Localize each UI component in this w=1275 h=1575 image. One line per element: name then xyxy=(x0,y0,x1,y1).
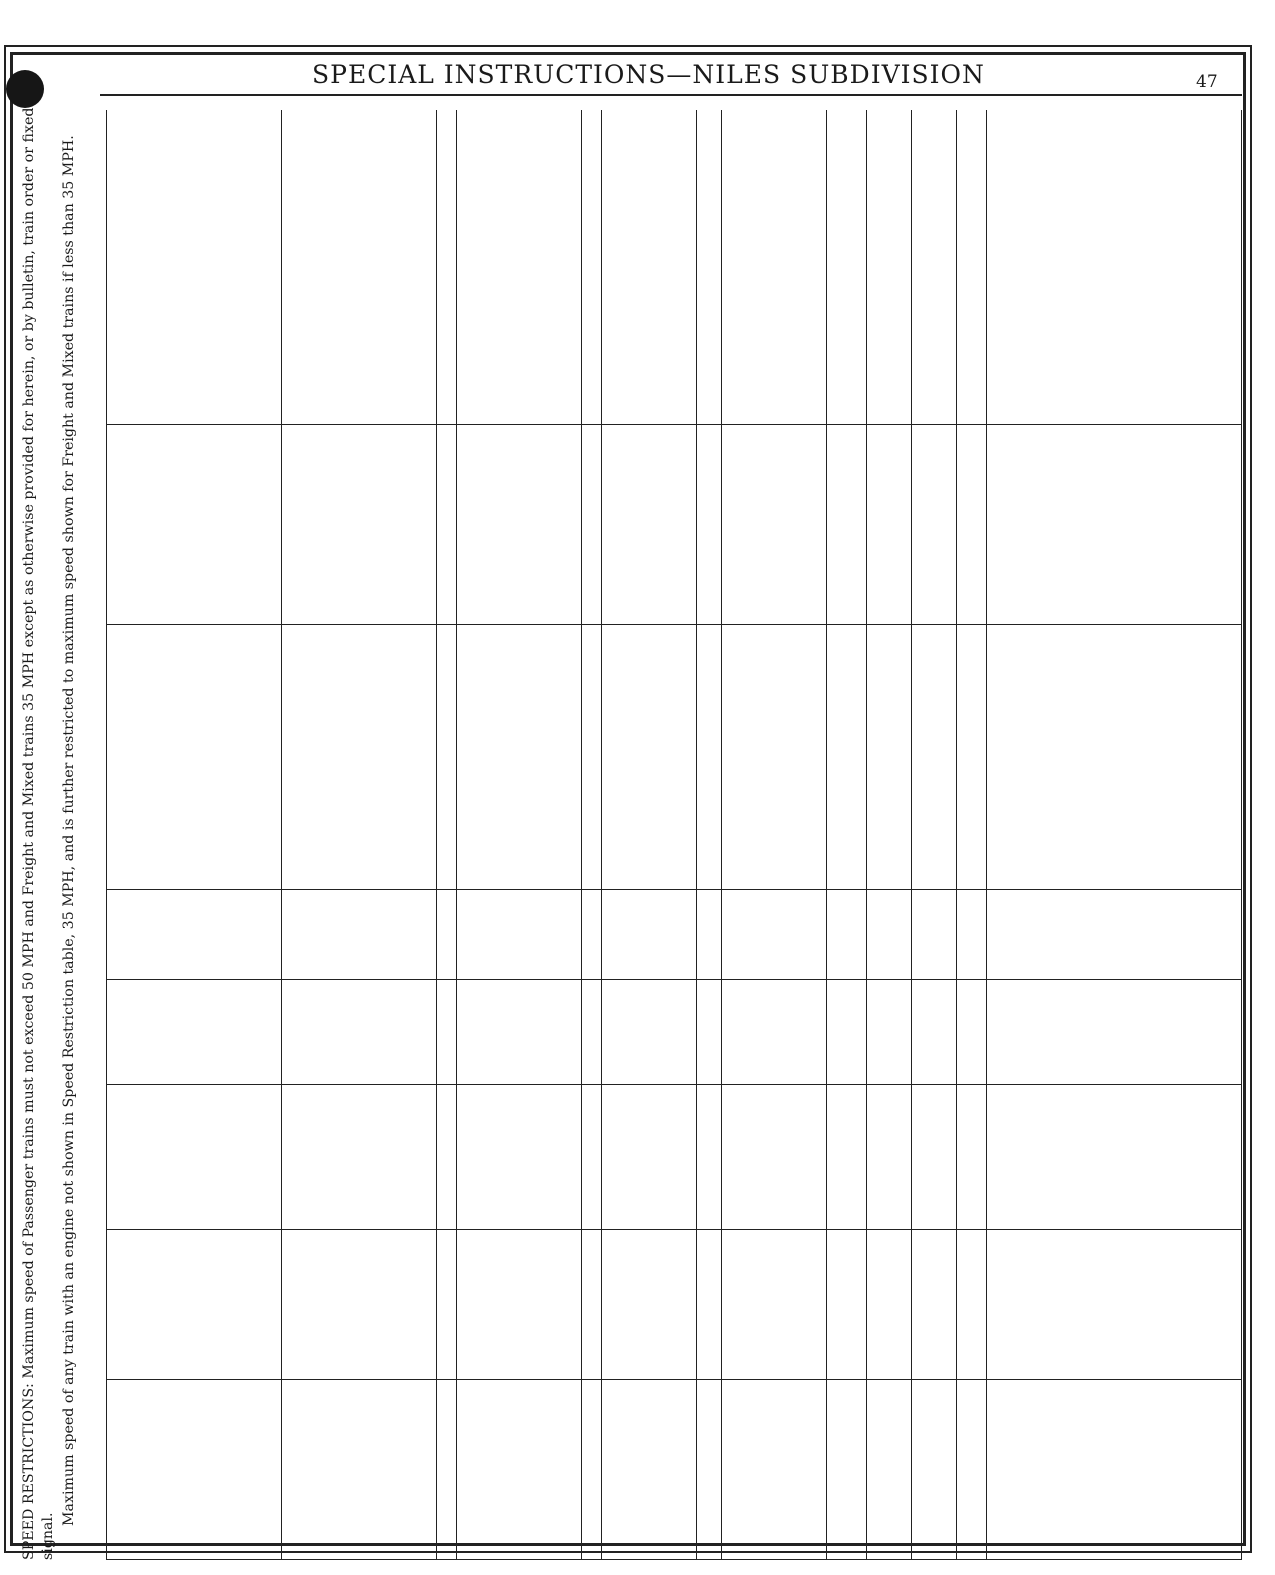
table-rule-h-10 xyxy=(911,110,912,1560)
table-rule-v-3 xyxy=(106,979,1241,980)
table-rule-h-0 xyxy=(106,110,107,1560)
table-rule-h-6 xyxy=(696,110,697,1560)
table-rule-h-3 xyxy=(456,110,457,1560)
speed-restrictions-paragraph: SPEED RESTRICTIONS: Maximum speed of Passenger trains must not exceed 50 MPH and Freight and Mixed trains 35 MPH except as otherwise provided for herein, or by bulletin, train order or fixed signal. xyxy=(21,107,56,1560)
table-rule-h-2 xyxy=(436,110,437,1560)
table-rule-h-11 xyxy=(956,110,957,1560)
table-rule-h-9 xyxy=(866,110,867,1560)
intro-text xyxy=(20,100,108,1560)
table-rule-h-4 xyxy=(581,110,582,1560)
table-rule-h-12 xyxy=(986,110,987,1560)
table-rule-h-5 xyxy=(601,110,602,1560)
rotated-content xyxy=(20,90,1245,1560)
speed-restriction-table xyxy=(106,110,1241,1560)
table-rule-h-1 xyxy=(281,110,282,1560)
page-number: 47 xyxy=(1196,72,1218,92)
table-edge-v-1 xyxy=(106,424,1241,425)
table-rule-v-0 xyxy=(106,1379,1241,1380)
page-heading: SPECIAL INSTRUCTIONS—NILES SUBDIVISION xyxy=(312,60,985,89)
table-rule-h-13 xyxy=(1241,110,1242,1560)
table-rule-h-7 xyxy=(721,110,722,1560)
table-rule-v-1 xyxy=(106,1229,1241,1230)
table-rule-h-8 xyxy=(826,110,827,1560)
table-edge-v-0 xyxy=(106,1559,1241,1560)
table-rule-v-5 xyxy=(106,624,1241,625)
table-rule-v-4 xyxy=(106,889,1241,890)
engine-speed-paragraph: Maximum speed of any train with an engine not shown in Speed Restriction table, 35 MPH, and is further restricted to maximum speed shown for Freight and Mixed trains if less than 35 MPH. xyxy=(61,135,77,1526)
table-rule-v-2 xyxy=(106,1084,1241,1085)
